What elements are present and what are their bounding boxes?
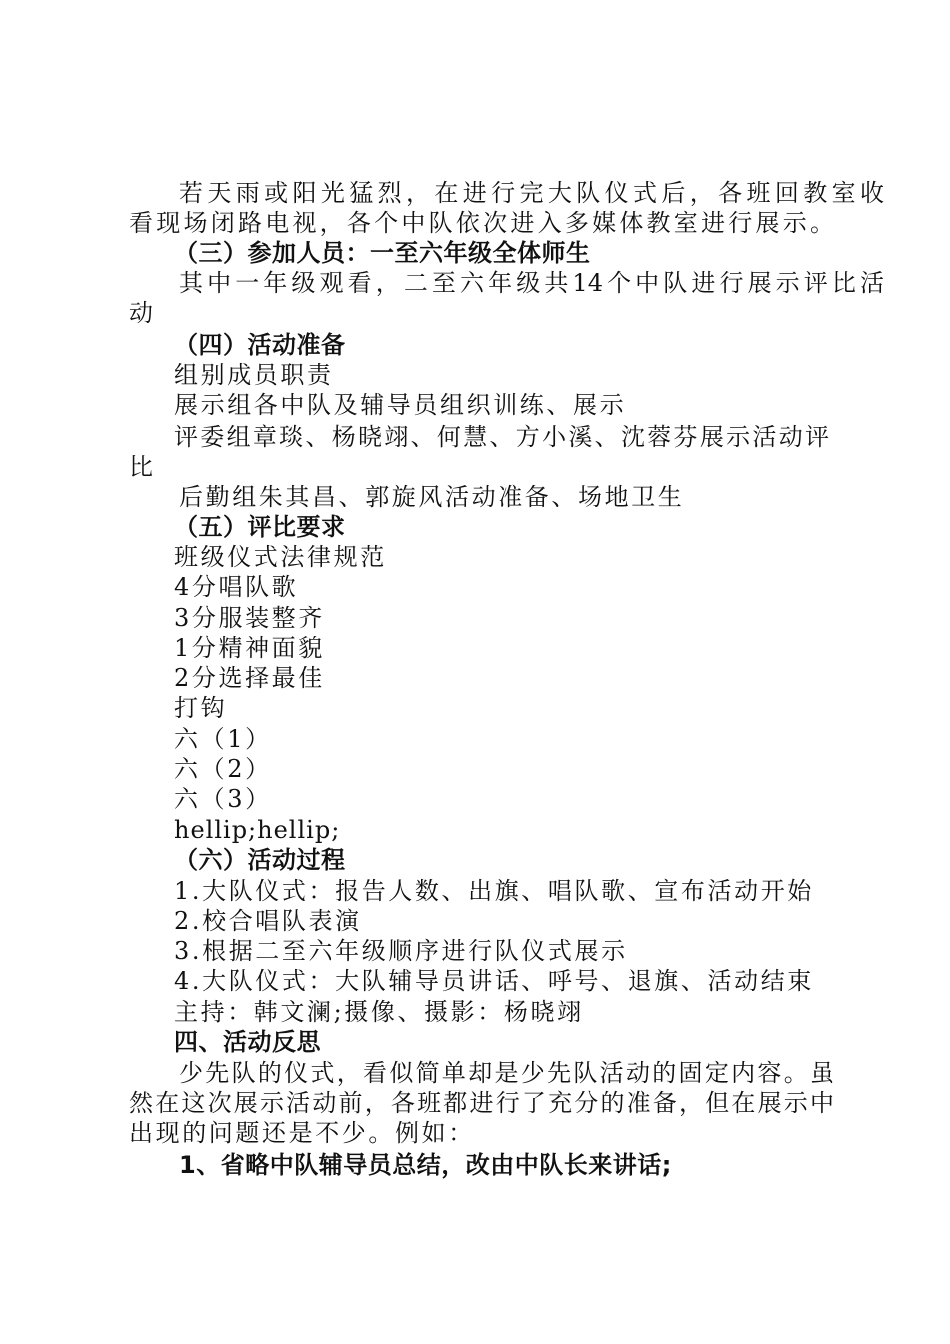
- section-heading: 四、活动反思: [174, 1028, 321, 1056]
- paragraph-line: 六（3）: [174, 785, 272, 813]
- paragraph-line: 4分唱队歌: [174, 573, 299, 601]
- section-heading: （四）活动准备: [174, 331, 346, 359]
- paragraph-line: 主持：韩文澜;摄像、摄影：杨晓翊: [174, 998, 584, 1026]
- paragraph-line: 打钩: [174, 694, 228, 722]
- paragraph-line: 2分选择最佳: [174, 664, 325, 692]
- paragraph-line: 若天雨或阳光猛烈，在进行完大队仪式后，各班回教室收: [179, 179, 884, 207]
- paragraph-line: 2.校合唱队表演: [174, 907, 362, 935]
- section-heading: （六）活动过程: [174, 846, 346, 874]
- paragraph-line: 少先队的仪式，看似简单却是少先队活动的固定内容。虽: [179, 1059, 834, 1087]
- list-item-heading: 1、省略中队辅导员总结，改由中队长来讲话;: [179, 1151, 672, 1179]
- section-heading: （五）评比要求: [174, 513, 346, 541]
- paragraph-line: 1分精神面貌: [174, 634, 325, 662]
- paragraph-line: 展示组各中队及辅导员组织训练、展示: [174, 391, 627, 419]
- paragraph-line: 比: [129, 453, 156, 481]
- paragraph-line: 3分服装整齐: [174, 604, 325, 632]
- paragraph-line: 班级仪式法律规范: [174, 543, 387, 571]
- paragraph-line: hellip;hellip;: [174, 816, 341, 844]
- paragraph-line: 组别成员职责: [174, 361, 334, 389]
- paragraph-line: 然在这次展示活动前，各班都进行了充分的准备，但在展示中: [129, 1089, 834, 1117]
- section-heading: （三）参加人员：一至六年级全体师生: [174, 239, 591, 267]
- paragraph-line: 4.大队仪式：大队辅导员讲话、呼号、退旗、活动结束: [174, 967, 814, 995]
- paragraph-line: 六（1）: [174, 725, 272, 753]
- paragraph-line: 动: [129, 299, 156, 327]
- paragraph-line: 看现场闭路电视，各个中队依次进入多媒体教室进行展示。: [129, 209, 834, 237]
- paragraph-line: 后勤组朱其昌、郭旋风活动准备、场地卫生: [179, 483, 685, 511]
- paragraph-line: 3.根据二至六年级顺序进行队仪式展示: [174, 937, 628, 965]
- paragraph-line: 六（2）: [174, 755, 272, 783]
- paragraph-line: 1.大队仪式：报告人数、出旗、唱队歌、宣布活动开始: [174, 877, 814, 905]
- paragraph-line: 其中一年级观看，二至六年级共14个中队进行展示评比活: [179, 269, 884, 297]
- paragraph-line: 出现的问题还是不少。例如：: [129, 1119, 475, 1147]
- paragraph-line: 评委组章琰、杨晓翊、何慧、方小溪、沈蓉芬展示活动评: [174, 423, 829, 451]
